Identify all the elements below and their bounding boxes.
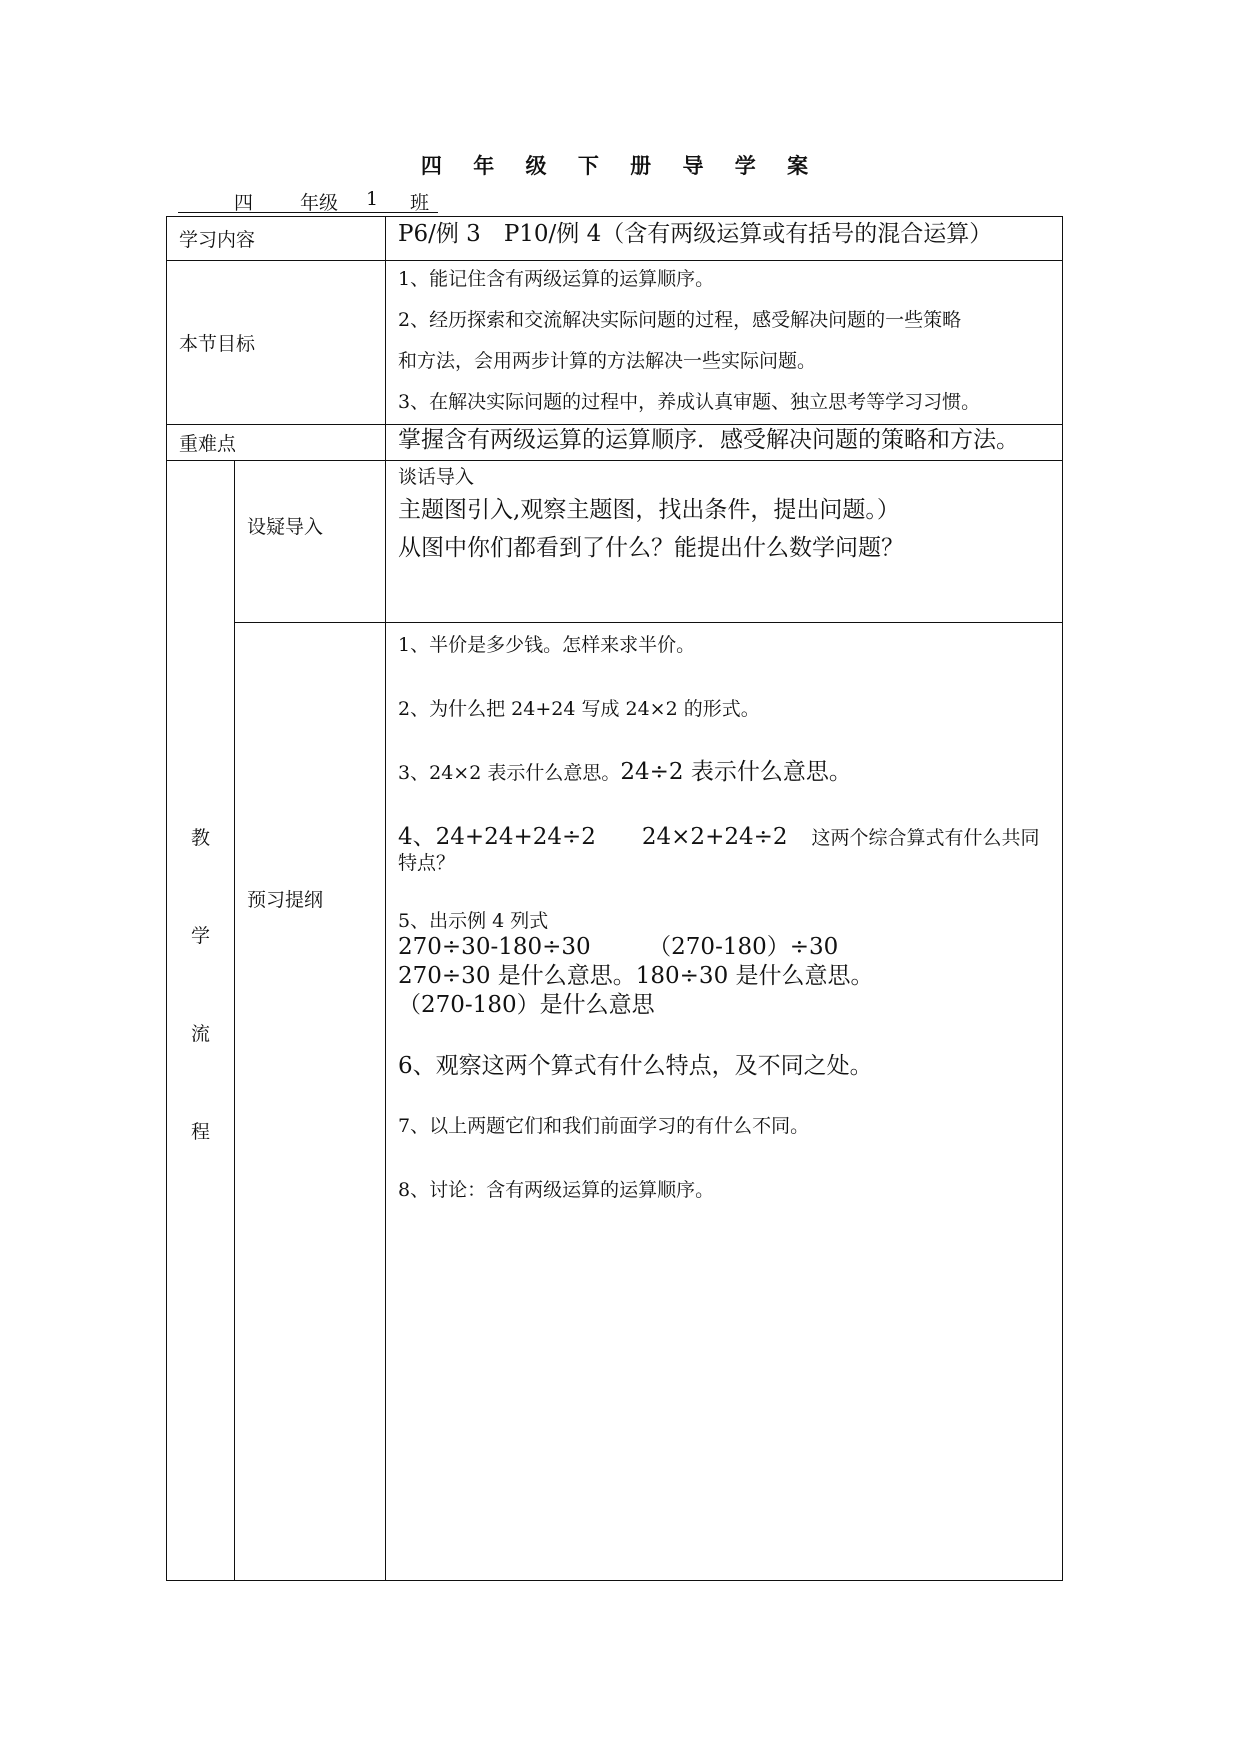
outline-item: 6、观察这两个算式有什么特点，及不同之处。 <box>398 1053 873 1079</box>
formula-line: 270÷30 是什么意思。180÷30 是什么意思。 <box>398 963 874 989</box>
class-word: 班 <box>410 192 430 214</box>
objectives-row <box>167 261 1063 425</box>
outline-text: 特点？ <box>398 852 456 874</box>
content-value <box>386 217 1063 261</box>
outline-label: 预习提纲 <box>235 623 386 1581</box>
outline-item: 5、出示例 4 列式 <box>398 910 549 932</box>
intro-content <box>386 461 1063 623</box>
class-line <box>178 188 438 213</box>
outline-text: 24÷2 表示什么意思。 <box>620 759 852 785</box>
outline-item: 2、为什么把 24+24 写成 24×2 的形式。 <box>398 698 760 720</box>
flow-char: 教 <box>190 826 210 849</box>
intro-line: 从图中你们都看到了什么？能提出什么数学问题？ <box>398 535 905 561</box>
flow-char: 程 <box>190 1120 210 1143</box>
outline-item: 1、半价是多少钱。怎样来求半价。 <box>398 634 696 656</box>
content-label: 学习内容 <box>167 217 386 261</box>
intro-row <box>167 461 1063 623</box>
key-points-text: 掌握含有两级运算的运算顺序．感受解决问题的策略和方法。 <box>398 427 1020 453</box>
flow-char: 流 <box>190 1022 210 1045</box>
intro-line: 谈话导入 <box>398 466 475 488</box>
content-row <box>167 217 1063 261</box>
objectives-list <box>386 261 1063 425</box>
objective-item: 和方法，会用两步计算的方法解决一些实际问题。 <box>398 350 817 372</box>
outline-text: 4、24+24+24÷2 24×2+24÷2 <box>398 824 788 850</box>
outline-content <box>386 623 1063 1581</box>
intro-label: 设疑导入 <box>235 461 386 623</box>
key-points-value <box>386 425 1063 461</box>
objectives-label: 本节目标 <box>167 261 386 425</box>
lesson-table <box>166 216 1063 1581</box>
outline-text: 3、24×2 表示什么意思。 <box>398 762 621 784</box>
outline-item <box>398 759 1050 786</box>
grade-value: 四 <box>234 192 254 214</box>
objective-item: 1、能记住含有两级运算的运算顺序。 <box>398 268 715 290</box>
class-number: 1 <box>366 188 379 210</box>
content-text: P6/例 3 P10/例 4（含有两级运算或有括号的混合运算） <box>398 221 993 247</box>
formula-line: （270-180）是什么意思 <box>398 992 655 1018</box>
outline-item: 8、讨论：含有两级运算的运算顺序。 <box>398 1179 715 1201</box>
objective-item: 3、在解决实际问题的过程中，养成认真审题、独立思考等学习习惯。 <box>398 391 981 413</box>
intro-line: 主题图引入,观察主题图，找出条件，提出问题。） <box>398 497 900 523</box>
key-points-row <box>167 425 1063 461</box>
flow-char: 学 <box>190 924 210 947</box>
outline-item <box>398 824 1050 851</box>
key-points-label: 重难点 <box>167 425 386 461</box>
outline-text: 这两个综合算式有什么共同 <box>811 827 1040 849</box>
formula-line: 270÷30-180÷30 （270-180）÷30 <box>398 934 839 960</box>
objective-item: 2、经历探索和交流解决实际问题的过程，感受解决问题的一些策略 <box>398 309 962 331</box>
grade-word: 年级 <box>300 192 339 214</box>
outline-row <box>167 623 1063 1581</box>
flow-label <box>167 461 235 1581</box>
page-title: 四 年 级 下 册 导 学 案 <box>420 153 821 178</box>
outline-item: 7、以上两题它们和我们前面学习的有什么不同。 <box>398 1115 810 1137</box>
